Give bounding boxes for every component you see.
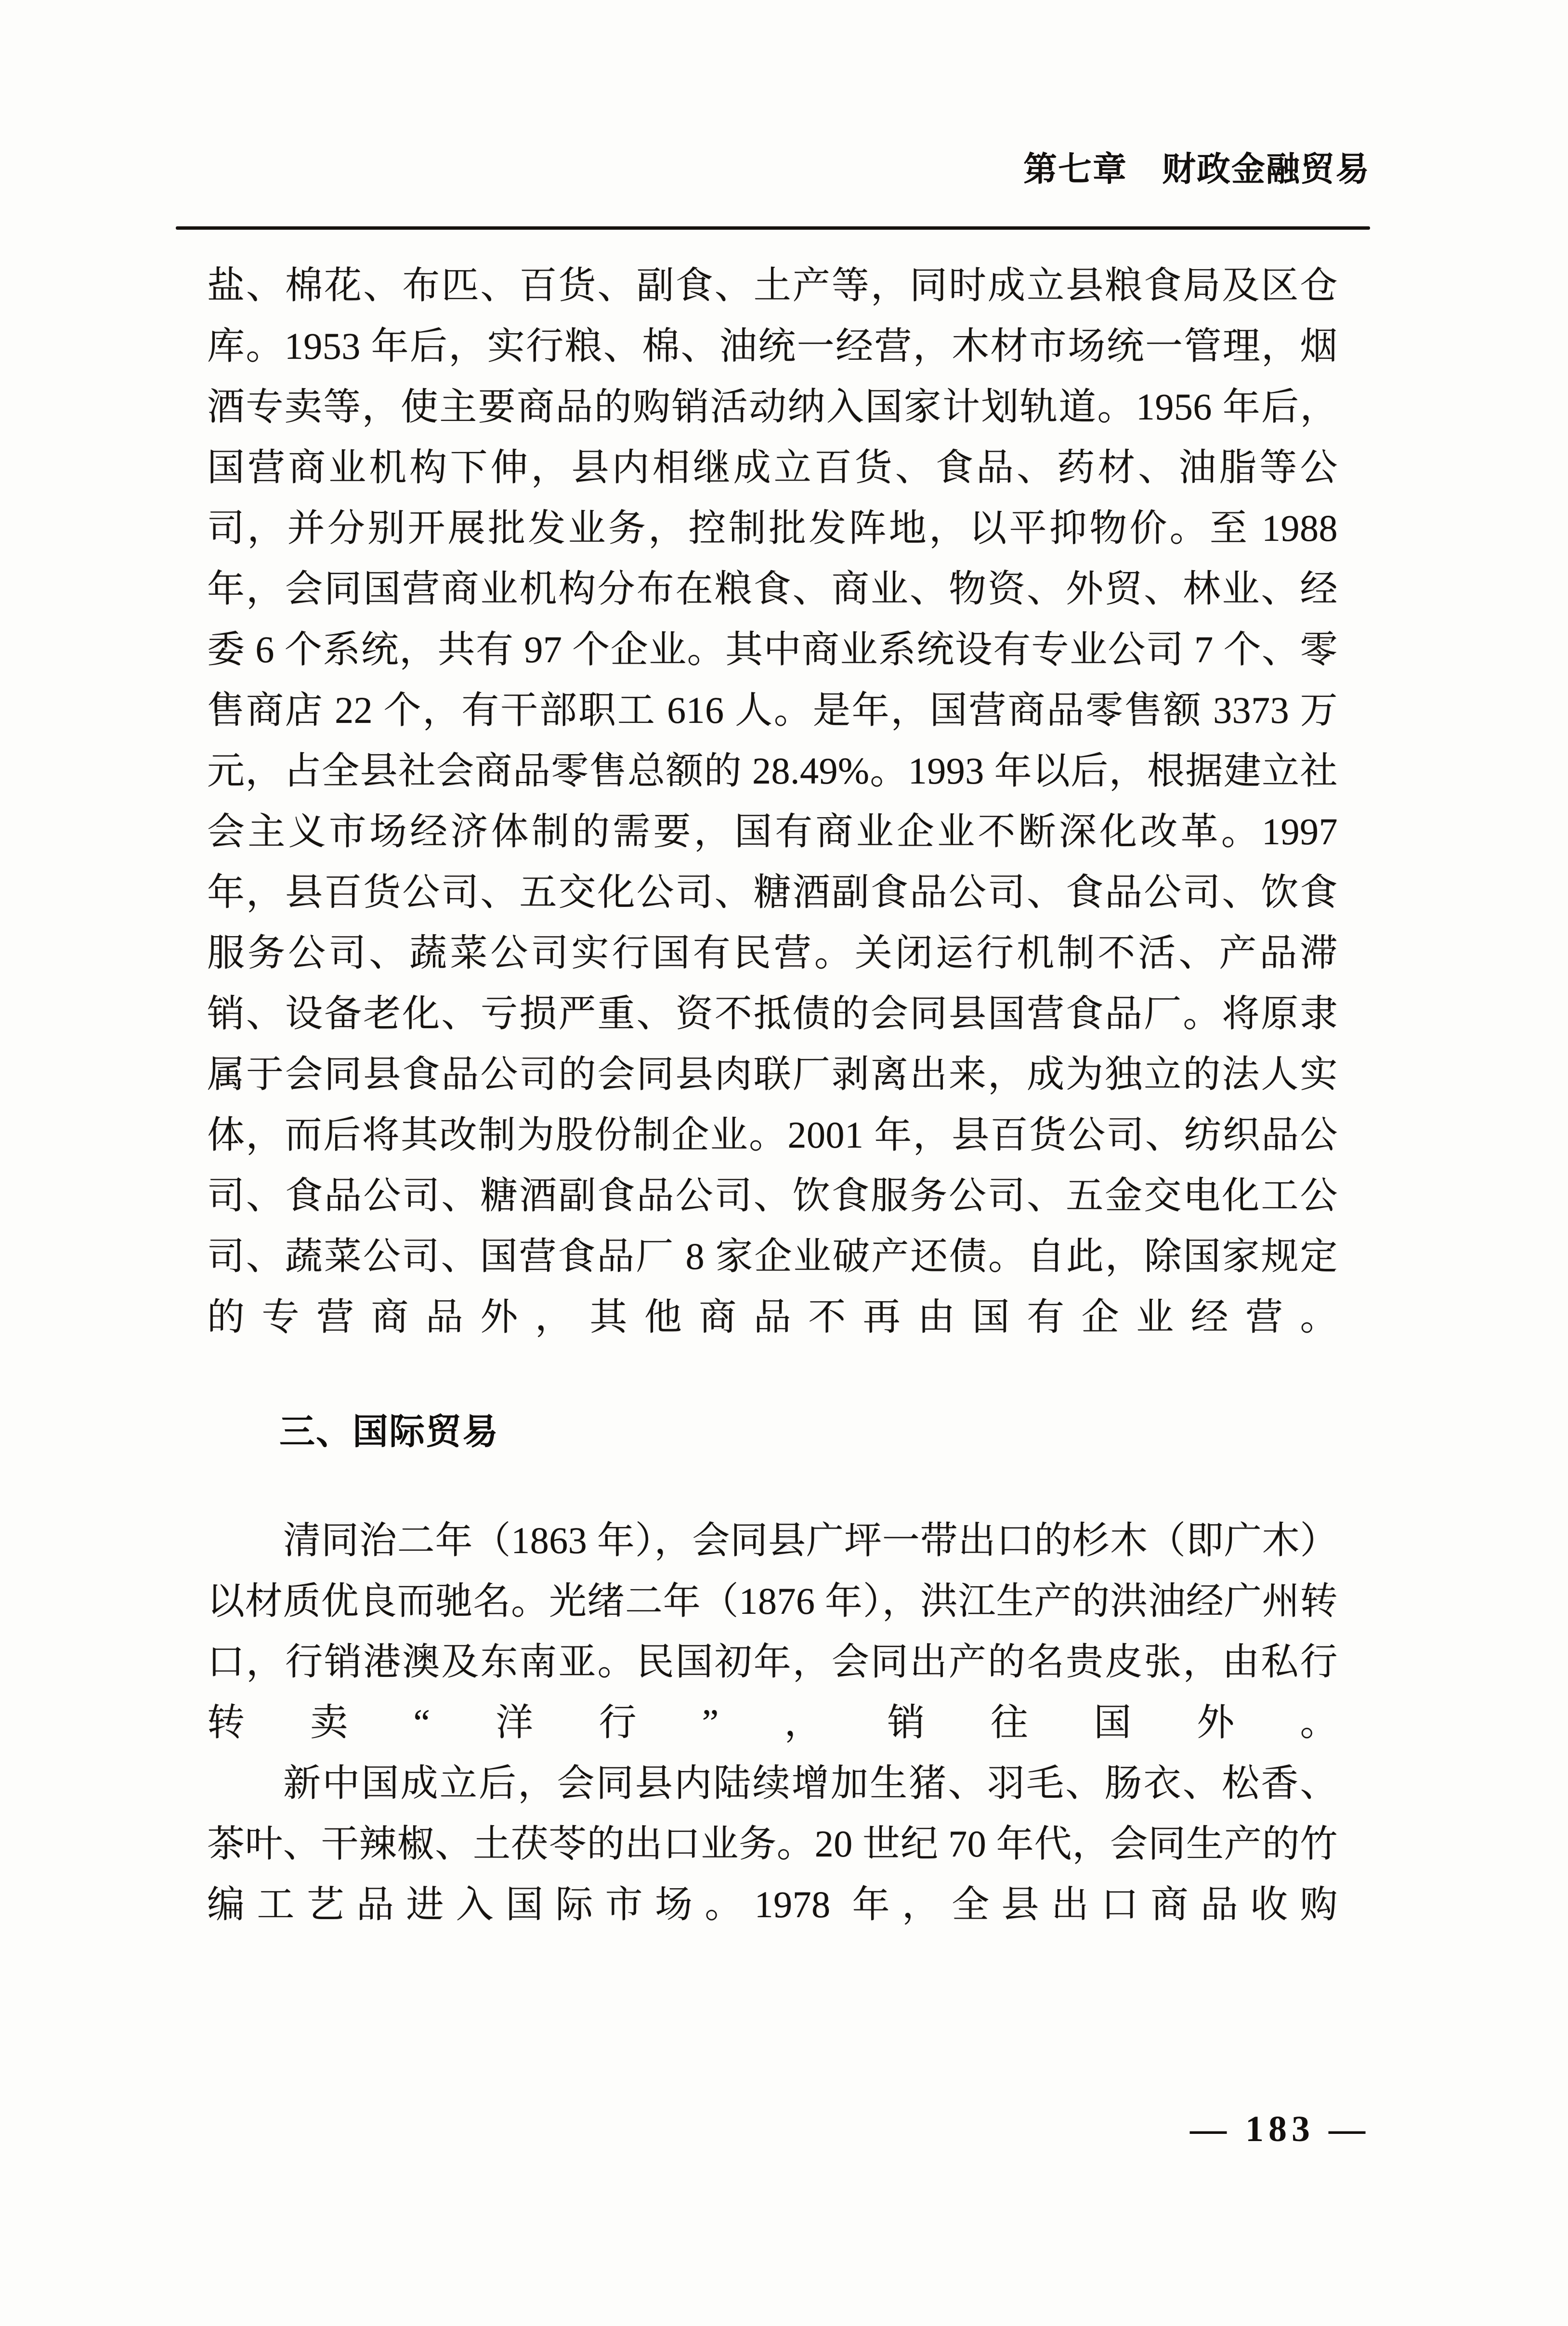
spacer-before-heading (207, 1347, 1338, 1401)
paragraph-state-commerce: 盐、棉花、布匹、百货、副食、土产等，同时成立县粮食局及区仓库。1953 年后，实行粮、棉、油统一经营，木材市场统一管理，烟酒专卖等，使主要商品的购销活动纳入国家计划轨道。1956 年后，国营商业机构下伸，县内相继成立百货、食品、药材、油脂等公司，并分别开展批发业务，控制批发阵地，以平抑物价。至 1988 年，会同国营商业机构分布在粮食、商业、物资、外贸、林业、经委 6 个系统，共有 97 个企业。其中商业系统设有专业公司 7 个、零售商店 22 个，有干部职工 616 人。是年，国营商品零售额 3373 万元，占全县社会商品零售总额的 28.49%。1993 年以后，根据建立社会主义市场经济体制的需要，国有商业企业不断深化改革。1997 年，县百货公司、五交化公司、糖酒副食品公司、食品公司、饮食服务公司、蔬菜公司实行国有民营。关闭运行机制不活、产品滞销、设备老化、亏损严重、资不抵债的会同县国营食品厂。将原隶属于会同县食品公司的会同县肉联厂剥离出来，成为独立的法人实体，而后将其改制为股份制企业。2001 年，县百货公司、纺织品公司、食品公司、糖酒副食品公司、饮食服务公司、五金交电化工公司、蔬菜公司、国营食品厂 8 家企业破产还债。自此，除国家规定的专营商品外，其他商品不再由国有企业经营。 (207, 264, 1338, 1338)
paragraph-prc-era-exports: 新中国成立后，会同县内陆续增加生猪、羽毛、肠衣、松香、茶叶、干辣椒、土茯苓的出口业务。20 世纪 70 年代，会同生产的竹编工艺品进入国际市场。1978 年，全县出口商品收购 (207, 1762, 1338, 1925)
section-heading-international-trade: 三、国际贸易 (279, 1411, 499, 1452)
spacer-after-heading (207, 1462, 1338, 1510)
paragraph-qing-era-exports: 清同治二年（1863 年），会同县广坪一带出口的杉木（即广木）以材质优良而驰名。光绪二年（1876 年），洪江生产的洪油经广州转口，行销港澳及东南亚。民国初年，会同出产的名贵皮张，由私行转卖“洋行”，销往国外。 (207, 1519, 1338, 1743)
header-rule (176, 226, 1370, 230)
text-column (207, 255, 1338, 1935)
page-number: — 183 — (1190, 2109, 1370, 2149)
running-head: 第七章 财政金融贸易 (1023, 151, 1370, 188)
